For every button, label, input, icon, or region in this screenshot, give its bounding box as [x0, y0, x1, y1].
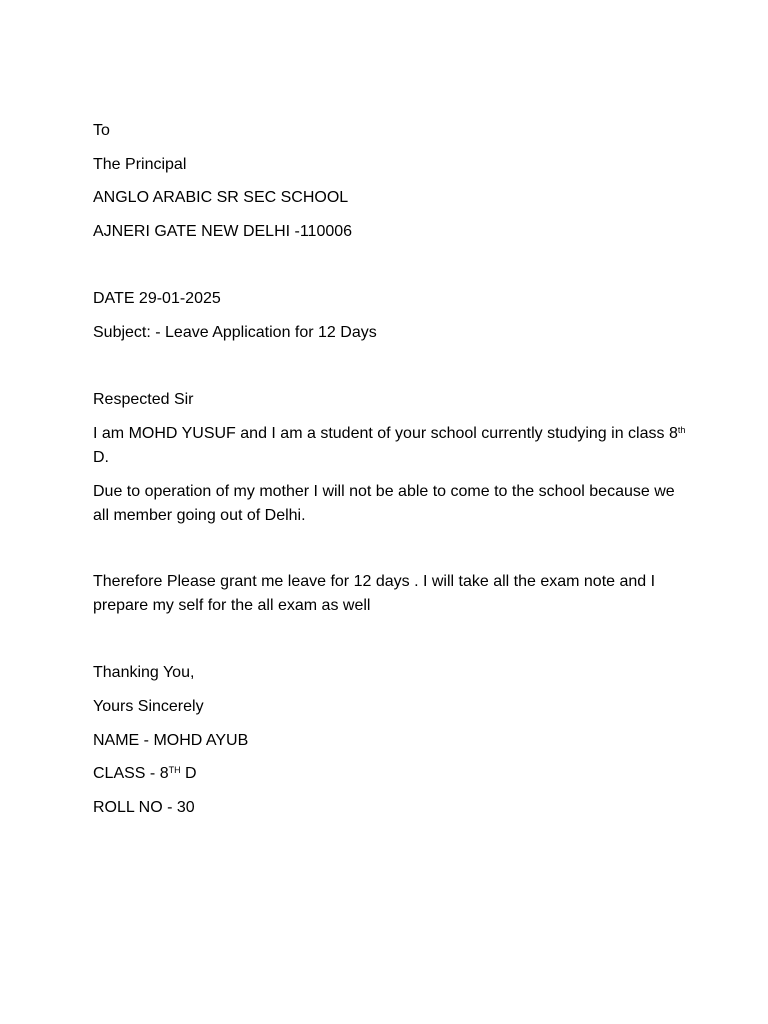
class-suffix: D	[180, 765, 197, 782]
letter-recipient: The Principal	[93, 156, 187, 173]
letter-subject: Subject: - Leave Application for 12 Days	[93, 324, 377, 341]
intro-text: I am MOHD YUSUF and I am a student of your school currently studying in class 8	[93, 425, 678, 442]
letter-date: DATE 29-01-2025	[93, 290, 221, 307]
letter-closing: Thanking You,	[93, 664, 195, 681]
letter-class	[93, 762, 693, 786]
letter-to: To	[93, 122, 110, 139]
letter-request: Therefore Please grant me leave for 12 days . I will take all the exam note and I prepare my self for the all exam as well	[93, 573, 656, 614]
letter-reason: Due to operation of my mother I will not be able to come to the school because we all member going out of Delhi.	[93, 483, 675, 524]
class-prefix: CLASS - 8	[93, 765, 169, 782]
class-superscript: TH	[168, 764, 181, 775]
intro-end: D.	[93, 449, 109, 466]
letter-school: ANGLO ARABIC SR SEC SCHOOL	[93, 189, 349, 206]
letter-name: NAME - MOHD AYUB	[93, 732, 249, 749]
intro-superscript: th	[677, 424, 686, 435]
letter-address: AJNERI GATE NEW DELHI -110006	[93, 223, 353, 240]
letter-roll: ROLL NO - 30	[93, 799, 195, 816]
letter-intro	[93, 422, 693, 470]
letter-signoff: Yours Sincerely	[93, 698, 204, 715]
letter-salutation: Respected Sir	[93, 391, 194, 408]
